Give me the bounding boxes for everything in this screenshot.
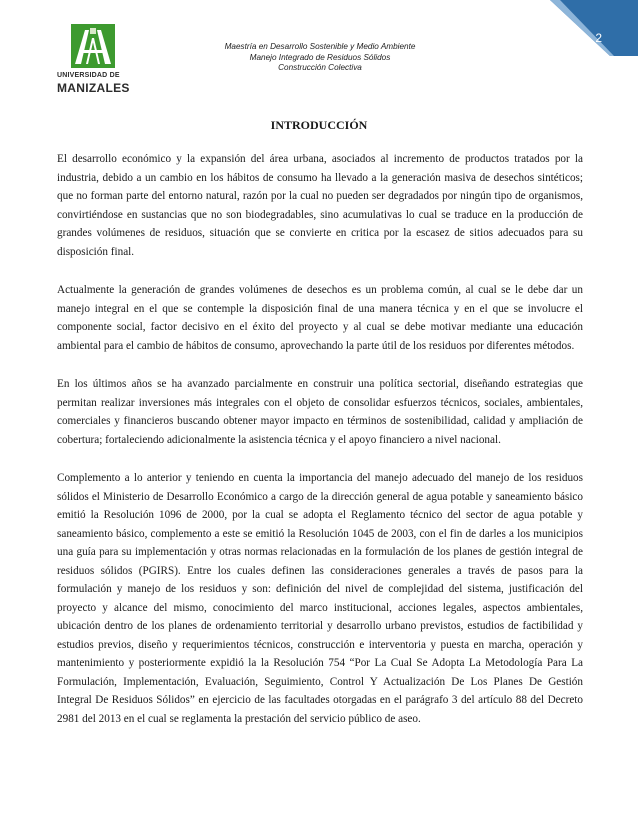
section-title-text: INTRODUCCIÓN (270, 118, 368, 132)
page-corner-tab (550, 0, 638, 56)
university-emblem-icon (71, 24, 115, 68)
header-line-2: Manejo Integrado de Residuos Sólidos (249, 52, 391, 62)
body-text (57, 150, 583, 748)
logo-line-1: UNIVERSIDAD DE (57, 72, 120, 79)
running-header (200, 42, 440, 74)
corner-shape (550, 0, 638, 56)
section-title (0, 118, 638, 133)
page-number: 2 (595, 31, 602, 45)
paragraph-2: Actualmente la generación de grandes volúmenes de desechos es un problema común, al cual se le debe dar un manejo integral en el que se contemple la disposición final de una manera técnica y en el que se involucre el componente social, factor decisivo en el éxito del proyecto y al cual se debe motivar mediante una educación ambiental para el cambio de hábitos de consumo, aprovechando la parte útil de los residuos por diferentes métodos. (57, 284, 583, 352)
logo-line-2: MANIZALES (57, 81, 130, 95)
paragraph-1: El desarrollo económico y la expansión del área urbana, asociados al incremento de productos tratados por la industria, debido a un cambio en los hábitos de consumo ha llevado a la generación masiva de desechos sintéticos; que no forman parte del entorno natural, razón por la cual no pueden ser degradados por ningún tipo de organismos, convirtiéndose en sustancias que no son biodegradables, sino acumulativas lo cual se traduce en la producción de grandes volúmenes de residuos, situación que se convierte en critica por la escasez de sitios adecuados para su disposición final. (57, 153, 583, 258)
paragraph-3: En los últimos años se ha avanzado parcialmente en construir una política sectorial, diseñando estrategias que permitan realizar inversiones más integrales con el objeto de consolidar esfuerzos técnicos, sociales, ambientales, comerciales y financieros buscando obtener mayor impacto en términos de sostenibilidad, calidad y ampliación de cobertura; fortaleciendo adicionalmente la asistencia técnica y el apoyo financiero a nivel nacional. (57, 378, 583, 446)
header-line-1: Maestría en Desarrollo Sostenible y Medio Ambiente (224, 42, 416, 51)
header-line-3: Construcción Colectiva (278, 63, 362, 72)
paragraph-4: Complemento a lo anterior y teniendo en cuenta la importancia del manejo adecuado del manejo de los residuos sólidos el Ministerio de Desarrollo Económico a cargo de la dirección general de agua potable y saneamiento básico emitió la Resolución 1096 de 2000, por la cual se adopta el Reglamento técnico del sector de agua potable y saneamiento básico, complemento a este se emitió la Resolución 1045 de 2003, con el fin de darles a los municipios una guía para su implementación y otras normas relacionadas en la formulación de los planes de gestión integral de residuos sólidos (PGIRS). Entre los cuales definen las consideraciones generales a través de pasos para la formulación y manejo de los residuos y son: definición del nivel de complejidad del sistema, justificación del proyecto y alcance del mismo, conocimiento del marco institucional, acciones legales, aspectos ambientales, ubicación dentro de los planes de ordenamiento territorial y desarrollo urbano previstos, estudios de factibilidad y estudios previos, diseño y requerimientos técnicos, construcción e interventoria y puesta en marcha, operación y mantenimiento y posteriormente expidió la la Resolución 754 “Por La Cual Se Adopta La Metodología Para La Formulación, Implementación, Evaluación, Seguimiento, Control Y Actualización De Los Planes De Gestión Integral De Residuos Sólidos” en ejercicio de las facultades otorgadas en el parágrafo 3 del artículo 88 del Decreto 2981 del 2013 en el cual se reglamenta la prestación del servicio público de aseo. (57, 472, 583, 725)
university-logo (57, 24, 137, 100)
